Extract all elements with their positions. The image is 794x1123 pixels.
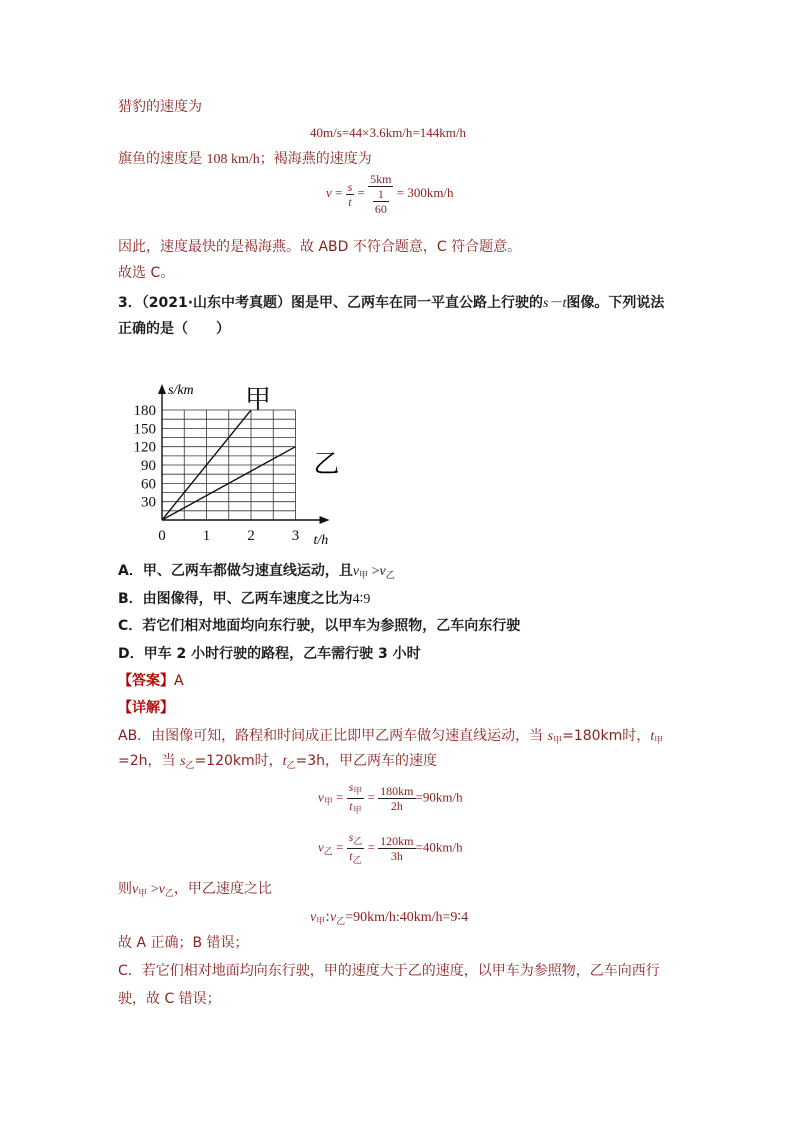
eq-yi-t: $t_乙$: [349, 849, 362, 865]
eq-jia-result: =90km/h: [415, 789, 463, 805]
ab-val2: =2h，当: [118, 753, 180, 769]
series-label-yi: 乙: [313, 449, 340, 480]
y-tick-label: 150: [133, 421, 156, 438]
then-v1: v: [132, 882, 139, 897]
eq-yi-frac-st: [347, 830, 365, 867]
swift-eq1: =: [331, 184, 346, 200]
ratio-mid: :: [325, 909, 330, 925]
ratio-line: [310, 908, 468, 931]
ratio-v2: v: [329, 910, 337, 925]
y-tick-label: 60: [141, 476, 156, 493]
ab-sub-yi-2: 乙: [286, 761, 296, 771]
ab-s2: s: [179, 754, 186, 769]
option-a-text: A．甲、乙两车都做匀速直线运动，且: [118, 563, 353, 579]
question-text-post: 图像。下列说法: [566, 295, 665, 311]
ab-sub-yi-1: 乙: [185, 761, 195, 771]
swift-num: 5km: [370, 172, 392, 186]
ratio-v1: v: [310, 910, 317, 925]
x-tick-label: 3: [291, 528, 300, 544]
sailfish-post: ；褐海燕的速度为: [259, 151, 372, 167]
chart-ticks: [134, 403, 300, 544]
then-post: ，甲乙速度之比: [173, 881, 272, 897]
y-tick-label: 180: [133, 403, 156, 420]
ab-line1-pre: AB．由图像可知，路程和时间成正比即甲乙两车做匀速直线运动，当: [118, 728, 548, 744]
explanation-ab-line2: [118, 752, 437, 775]
choice-line: 故选 C。: [118, 265, 175, 281]
eq-yi-num: 120km: [380, 834, 414, 848]
swift-equation: [326, 172, 454, 216]
question-st: s－t: [543, 296, 567, 311]
eq-jia-v: v: [318, 789, 324, 805]
chart-ylabel: s/km: [168, 383, 194, 399]
series-label-jia: 甲: [245, 385, 272, 416]
ratio-eq: =90km/h:40km/h=9∶4: [345, 910, 469, 925]
eq-jia-s: $s_甲$: [347, 780, 365, 799]
answer-line: [118, 672, 184, 690]
option-a-gt: >: [368, 564, 380, 579]
ab-conclusion: 故 A 正确；B 错误；: [118, 935, 249, 951]
x-tick-label: 0: [158, 528, 166, 544]
question-number: 3．: [118, 295, 142, 311]
question-text-pre: 图是甲、乙两车在同一平直公路上行驶的: [291, 295, 544, 311]
ab-sub-jia-1: 甲: [553, 736, 563, 746]
ab-s1: s: [547, 729, 554, 744]
eq-yi-vsub: 乙: [323, 846, 333, 857]
swift-frac-value: [368, 172, 393, 216]
option-a-sub2: 乙: [385, 571, 395, 581]
c-explanation-line2: 驶，故 C 错误；: [118, 991, 221, 1007]
cheetah-equation: 40m/s=44×3.6km/h=144km/h: [310, 125, 466, 140]
y-tick-label: 30: [141, 494, 156, 511]
x-axis-arrow: [320, 516, 330, 524]
eq-jia-vsub: 甲: [323, 796, 333, 807]
swift-frac-st: [346, 180, 355, 209]
chart-grid: [162, 410, 296, 520]
eq-yi-s: $s_乙$: [347, 830, 365, 849]
ab-t1: t: [650, 729, 655, 744]
question-line-1: [118, 294, 664, 313]
option-b: [118, 590, 370, 609]
eq-jia-frac-st: [347, 780, 365, 817]
swift-inner-num: 1: [373, 187, 389, 202]
then-pre: 则: [118, 881, 132, 897]
st-chart: [110, 345, 370, 550]
ab-sub-jia-2: 甲: [654, 736, 664, 746]
x-tick-label: 2: [247, 528, 255, 544]
detail-tag: 【详解】: [118, 700, 174, 716]
swift-result: = 300km/h: [393, 184, 454, 200]
cheetah-intro: 猎豹的速度为: [118, 99, 202, 115]
question-line-2: 正确的是（ ）: [118, 321, 230, 337]
explanation-ab-line1: [118, 727, 663, 750]
chart-xlabel: t/h: [313, 533, 329, 548]
eq-v-yi: $v_乙$ = $\frac{s_乙}{t_乙}$ = $\frac{120km}{3h}$ =40km/h: [318, 830, 463, 865]
then-line: 则$v_甲 >v_乙$，甲乙速度之比: [118, 881, 272, 899]
y-tick-label: 90: [141, 458, 156, 475]
then-v2: v: [158, 882, 165, 897]
swift-eq2: =: [354, 184, 369, 200]
y-tick-label: 120: [133, 439, 156, 456]
option-a-v2: v: [379, 564, 386, 579]
ratio-sub2: 乙: [336, 917, 346, 927]
option-a: [118, 562, 395, 585]
option-b-text: B．由图像得，甲、乙两车速度之比为: [118, 591, 353, 607]
chart-axes: [158, 384, 330, 524]
sailfish-pre: 旗鱼的速度是: [118, 151, 207, 167]
sailfish-value: 108 km/h: [206, 152, 260, 167]
ratio-sub1: 甲: [316, 917, 326, 927]
option-d: D．甲车 2 小时行驶的路程，乙车需行驶 3 小时: [118, 646, 421, 662]
ab-val1: =180km时，: [562, 728, 651, 744]
x-tick-label: 1: [202, 528, 211, 544]
option-c: C．若它们相对地面均向东行驶，以甲车为参照物，乙车向东行驶: [118, 618, 521, 634]
eq-yi-frac-val: [378, 834, 415, 863]
then-sub2: 乙: [164, 889, 174, 899]
eq-v-jia: $v_甲$ = $\frac{s_甲}{t_甲}$ = $\frac{180km}{2h}$ =90km/h: [318, 780, 463, 815]
option-a-v1: v: [352, 564, 360, 579]
y-axis-arrow: [158, 384, 166, 394]
swift-v: v: [326, 184, 332, 200]
question-source: （2021·山东中考真题）: [141, 295, 292, 311]
option-a-sub1: 甲: [359, 571, 369, 581]
sailfish-line: [118, 150, 372, 169]
ab-t2: t: [282, 754, 287, 769]
swift-den: [368, 187, 393, 216]
then-sub1: 甲: [138, 889, 148, 899]
ab-val4: =3h，甲乙两车的速度: [295, 753, 438, 769]
conclusion: 因此，速度最快的是褐海燕。故 ABD 不符合题意，C 符合题意。: [118, 239, 522, 255]
eq-jia-frac-val: [378, 784, 415, 813]
ab-val3: =120km时，: [194, 753, 283, 769]
eq-yi-result: =40km/h: [415, 839, 463, 855]
swift-t: t: [348, 194, 352, 209]
eq-yi-den: 3h: [390, 849, 403, 863]
swift-s: s: [347, 179, 353, 194]
answer-tag: 【答案】: [118, 673, 174, 689]
answer-value: A: [174, 673, 184, 689]
eq-jia-num: 180km: [380, 784, 414, 798]
eq-jia-t: $t_甲$: [349, 799, 362, 815]
eq-yi-v: v: [318, 839, 324, 855]
swift-inner-den: 60: [374, 202, 387, 216]
option-b-ratio: 4∶9: [352, 592, 371, 607]
swift-inner-frac: [373, 187, 389, 216]
eq-jia-den: 2h: [390, 799, 403, 813]
c-explanation-line1: C．若它们相对地面均向东行驶，甲的速度大于乙的速度，以甲车为参照物，乙车向西行: [118, 963, 660, 979]
